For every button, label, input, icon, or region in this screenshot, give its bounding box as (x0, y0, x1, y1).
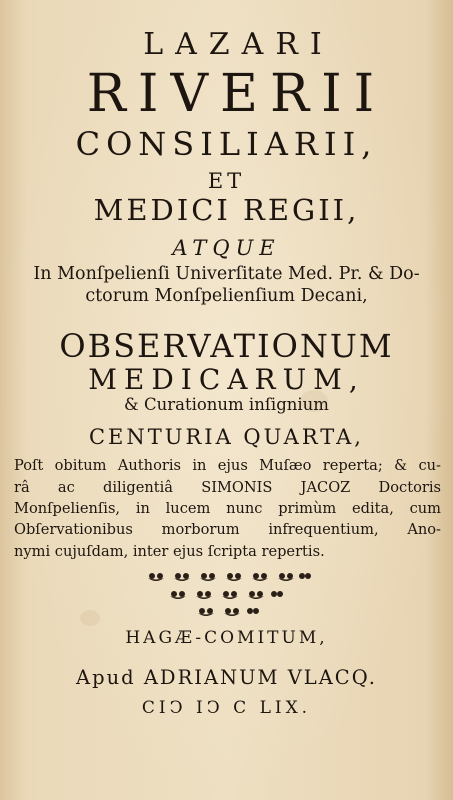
author-surname: RIVERII (86, 64, 387, 124)
work-title-observationum: OBSERVATIONUM (59, 327, 394, 365)
author-title-consiliarii: CONSILIARII, (75, 125, 378, 163)
affiliation-line-1: In Monſpelienſi Univerſitate Med. Pr. & Do- (33, 264, 420, 284)
imprint-place: HAGÆ-COMITUM, (125, 628, 328, 648)
imprint-date: CIↃ IↃ C LIX. (141, 698, 312, 718)
affiliation-line-2: ctorum Monſpelienſium Decani, (85, 286, 368, 306)
author-title-medici: MEDICI REGII, (93, 193, 360, 227)
imprint-publisher: Apud ADRIANUM VLACQ. (76, 666, 377, 689)
description-line: nymi cujuſdam, inter ejus ſcripta repertis. (14, 543, 325, 560)
conjunction-atque: ATQUE (172, 236, 281, 260)
description-line: Obſervationibus morborum infrequentium, Ano- (14, 521, 441, 538)
printers-ornament (0, 564, 453, 624)
description-line: Monſpelienſis, in lucem nunc primùm edita, cum (14, 500, 441, 517)
author-first-name: LAZARI (143, 27, 334, 62)
conjunction-et: ET (207, 169, 246, 193)
work-subtitle-curationum: & Curationum inſignium (124, 395, 329, 414)
work-title-medicarum: MEDICARUM, (88, 363, 365, 396)
description-line: râ ac diligentiâ SIMONIS JACOZ Doctoris (14, 479, 441, 496)
work-volume-centuria: CENTURIA QUARTA, (88, 425, 364, 449)
description-line: Poſt obitum Authoris in ejus Muſæo reperta; & cu- (14, 457, 441, 474)
